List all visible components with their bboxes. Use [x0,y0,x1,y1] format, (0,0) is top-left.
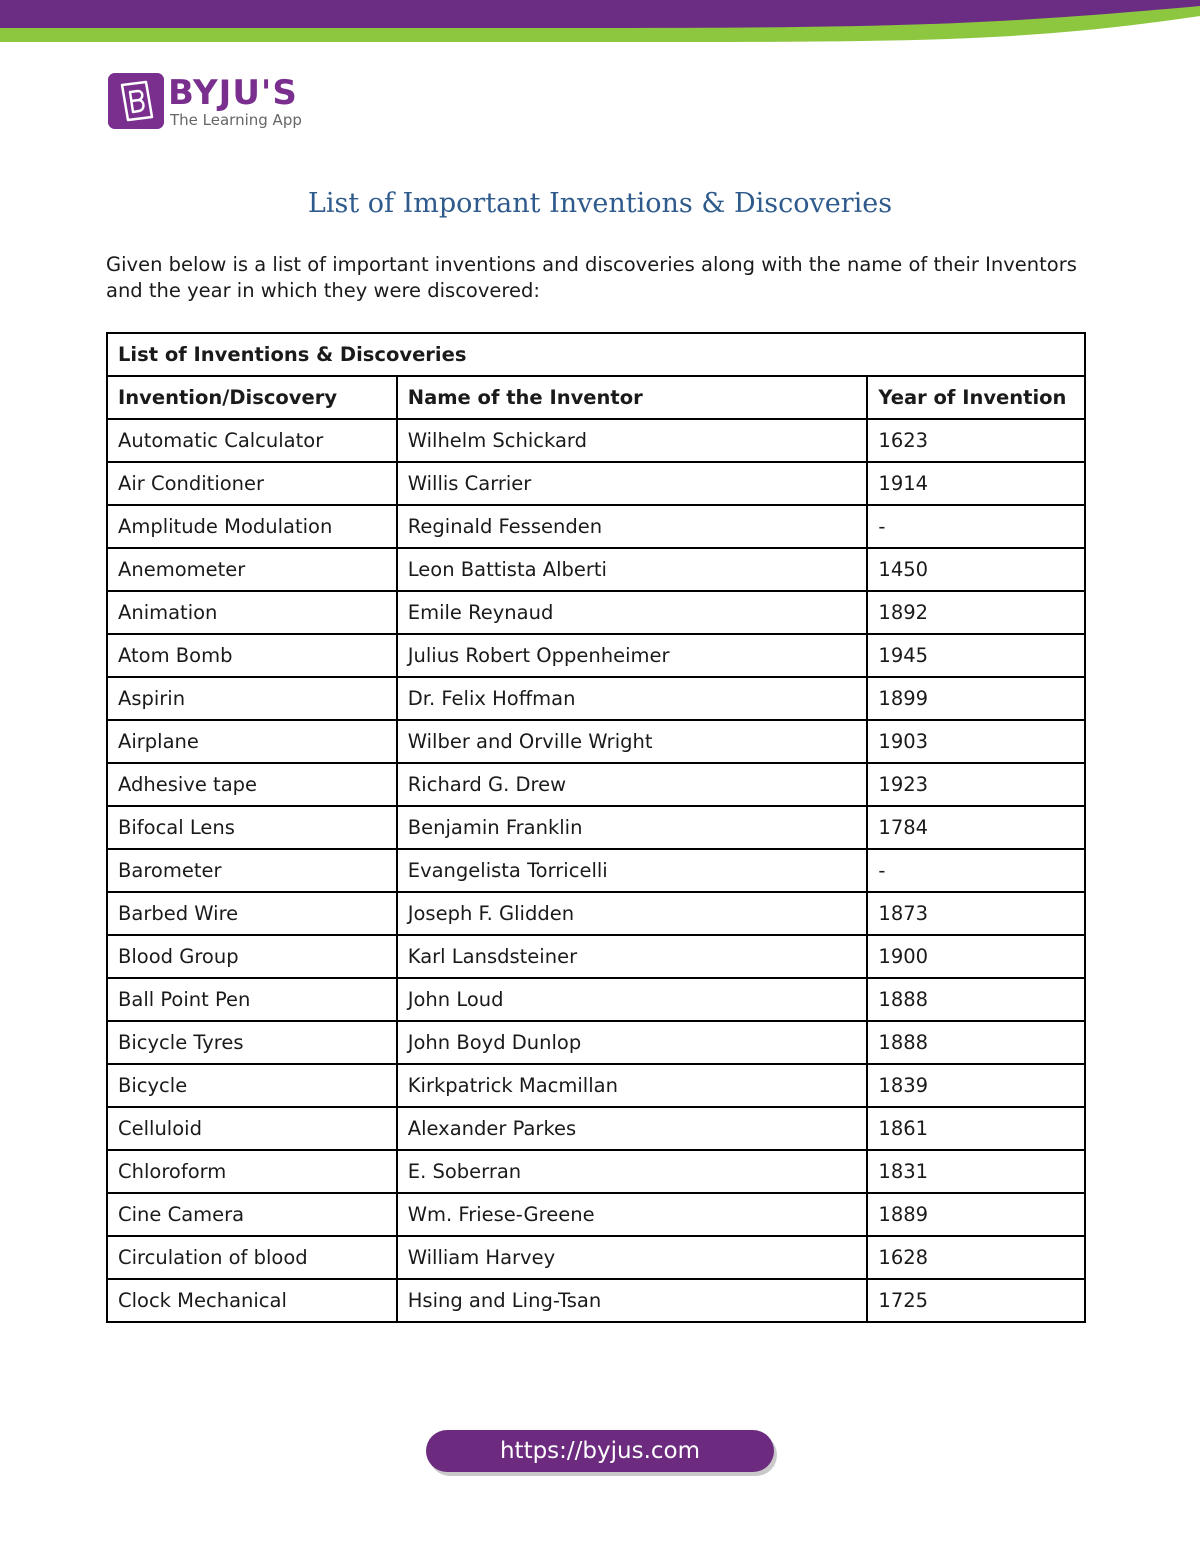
year-cell: 1839 [867,1064,1085,1107]
invention-cell: Anemometer [107,548,397,591]
table-body [107,419,1085,1322]
year-cell: - [867,505,1085,548]
brand-name: BYJU'S [168,73,298,113]
invention-cell: Bifocal Lens [107,806,397,849]
invention-cell: Automatic Calculator [107,419,397,462]
table-row [107,1150,1085,1193]
invention-cell: Clock Mechanical [107,1279,397,1322]
year-cell: 1623 [867,419,1085,462]
table-row [107,591,1085,634]
invention-cell: Adhesive tape [107,763,397,806]
invention-cell: Bicycle Tyres [107,1021,397,1064]
table-row [107,634,1085,677]
table-row [107,849,1085,892]
inventions-table [106,332,1086,1323]
inventor-cell: Wm. Friese-Greene [397,1193,868,1236]
table-row [107,806,1085,849]
table-row [107,720,1085,763]
website-url-link[interactable]: https://byjus.com [426,1430,774,1472]
year-cell: 1914 [867,462,1085,505]
invention-cell: Animation [107,591,397,634]
byjus-logo [108,73,318,133]
table-row [107,1021,1085,1064]
invention-cell: Aspirin [107,677,397,720]
year-cell: 1900 [867,935,1085,978]
inventor-cell: Reginald Fessenden [397,505,868,548]
year-cell: 1861 [867,1107,1085,1150]
table-caption: List of Inventions & Discoveries [107,333,1085,376]
invention-cell: Amplitude Modulation [107,505,397,548]
byjus-logo-mark-icon [108,73,164,129]
inventor-cell: Leon Battista Alberti [397,548,868,591]
inventor-cell: Benjamin Franklin [397,806,868,849]
inventor-cell: Evangelista Torricelli [397,849,868,892]
inventor-cell: Dr. Felix Hoffman [397,677,868,720]
table-row [107,505,1085,548]
inventor-cell: Joseph F. Glidden [397,892,868,935]
invention-cell: Blood Group [107,935,397,978]
inventor-cell: William Harvey [397,1236,868,1279]
year-cell: 1945 [867,634,1085,677]
invention-cell: Ball Point Pen [107,978,397,1021]
inventor-cell: Julius Robert Oppenheimer [397,634,868,677]
year-cell: 1831 [867,1150,1085,1193]
table-row [107,462,1085,505]
year-cell: 1899 [867,677,1085,720]
inventor-cell: Hsing and Ling-Tsan [397,1279,868,1322]
invention-cell: Cine Camera [107,1193,397,1236]
inventor-cell: Wilber and Orville Wright [397,720,868,763]
year-cell: 1903 [867,720,1085,763]
invention-cell: Circulation of blood [107,1236,397,1279]
table-row [107,1193,1085,1236]
table-row [107,763,1085,806]
brand-tagline: The Learning App [170,111,302,129]
invention-cell: Air Conditioner [107,462,397,505]
table-row [107,1107,1085,1150]
column-header-year: Year of Invention [867,376,1085,419]
invention-cell: Barbed Wire [107,892,397,935]
invention-cell: Airplane [107,720,397,763]
year-cell: 1628 [867,1236,1085,1279]
table-row [107,419,1085,462]
year-cell: 1889 [867,1193,1085,1236]
year-cell: 1888 [867,978,1085,1021]
table-row [107,1279,1085,1322]
table-caption-row [107,333,1085,376]
invention-cell: Atom Bomb [107,634,397,677]
table-row [107,1064,1085,1107]
inventor-cell: John Boyd Dunlop [397,1021,868,1064]
year-cell: 1923 [867,763,1085,806]
year-cell: 1873 [867,892,1085,935]
inventor-cell: Emile Reynaud [397,591,868,634]
year-cell: 1725 [867,1279,1085,1322]
invention-cell: Chloroform [107,1150,397,1193]
year-cell: 1784 [867,806,1085,849]
year-cell: 1888 [867,1021,1085,1064]
page-title: List of Important Inventions & Discoveries [307,188,893,219]
table-row [107,892,1085,935]
year-cell: 1892 [867,591,1085,634]
table-row [107,978,1085,1021]
column-header-invention: Invention/Discovery [107,376,397,419]
column-header-inventor: Name of the Inventor [397,376,868,419]
inventor-cell: Alexander Parkes [397,1107,868,1150]
header-decorative-band [0,0,1200,48]
invention-cell: Barometer [107,849,397,892]
inventor-cell: Richard G. Drew [397,763,868,806]
table-row [107,1236,1085,1279]
inventor-cell: Karl Lansdsteiner [397,935,868,978]
inventor-cell: Kirkpatrick Macmillan [397,1064,868,1107]
table-header-row [107,376,1085,419]
inventor-cell: E. Soberran [397,1150,868,1193]
inventor-cell: John Loud [397,978,868,1021]
inventor-cell: Wilhelm Schickard [397,419,868,462]
intro-paragraph: Given below is a list of important inventions and discoveries along with the name of their Inventors and the year in which they were discovered: [106,253,1077,302]
table-row [107,935,1085,978]
invention-cell: Celluloid [107,1107,397,1150]
year-cell: - [867,849,1085,892]
inventor-cell: Willis Carrier [397,462,868,505]
invention-cell: Bicycle [107,1064,397,1107]
year-cell: 1450 [867,548,1085,591]
table-row [107,548,1085,591]
table-row [107,677,1085,720]
